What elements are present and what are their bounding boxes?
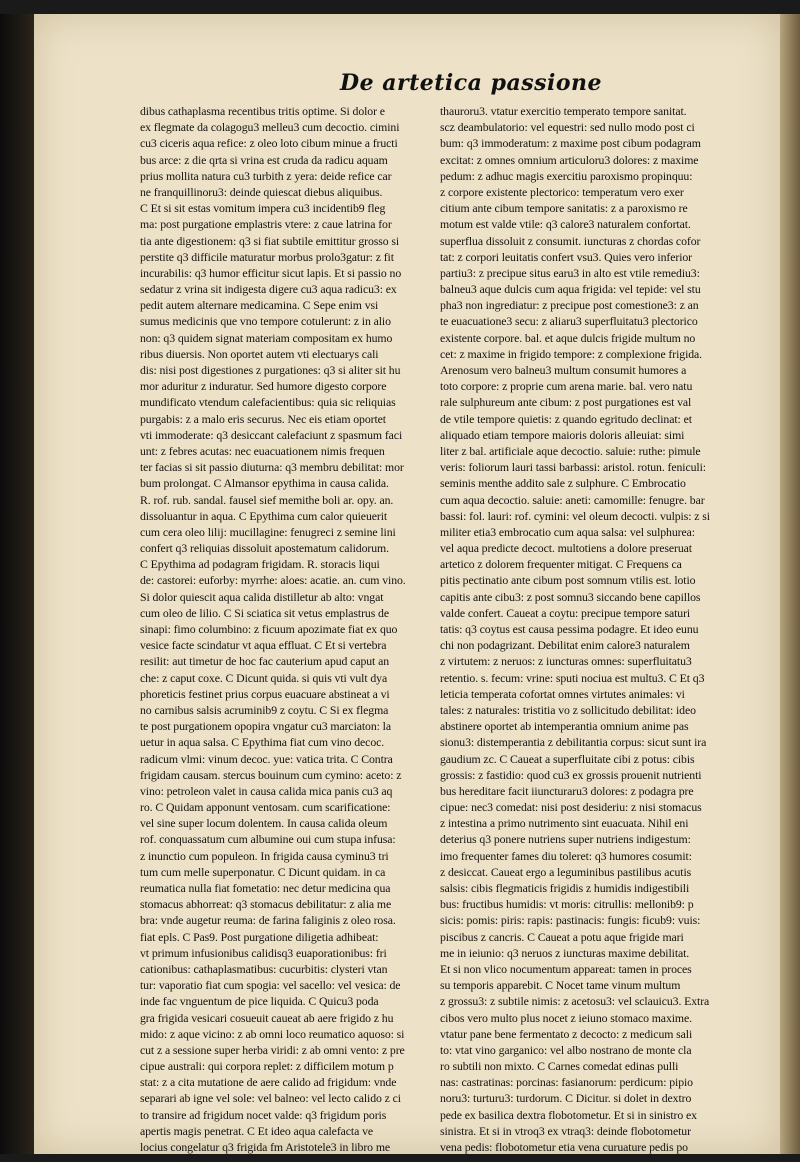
text-line: z corpore existente plectorico: temperatum vero exer <box>440 184 684 199</box>
text-line: ter facias si sit passio diuturna: q3 membru debilitat: mor <box>140 460 404 475</box>
text-line: nas: castratinas: porcinas: fasianorum: perdicum: pipio <box>440 1075 693 1090</box>
text-line: aliquado etiam tempore maioris doloris alleuiat: simi <box>440 427 685 442</box>
text-line: bus arce: z die qrta si vrina est cruda da radicu aquam <box>140 152 388 167</box>
text-line: Arenosum vero balneu3 multum consumit humores a <box>440 363 687 377</box>
text-line: cet: z maxime in frigido tempore: z complexione frigida. <box>440 346 703 361</box>
text-line: incurabilis: q3 humor efficitur sicut lapis. Et si passio no <box>140 265 402 280</box>
text-line: resilit: aut timetur de hoc fac cauterium apud caput an <box>140 654 390 669</box>
text-line: purgabis: z a malo eris securus. Nec eis etiam oportet <box>140 411 386 426</box>
text-line: capitis ante cibu3: z post somnu3 siccando bene capillos <box>440 589 701 604</box>
text-line: rof. conquassatum cum albumine oui cum stupa infusa: <box>140 832 396 847</box>
text-line: vt primum infusionibus calidisq3 euaporationibus: fri <box>140 945 387 960</box>
text-line: vesice facte scindatur vt aqua effluat. C Et si vertebra <box>140 638 387 653</box>
text-line: su temporis apparebit. C Nocet tame vinum multum <box>440 978 681 993</box>
text-line: dis: nisi post digestiones z purgationes: q3 si aliter sit hu <box>140 363 401 377</box>
text-line: C Epythima ad podagram frigidam. R. storacis liqui <box>140 557 380 572</box>
text-line: z desiccat. Caueat ergo a leguminibus pastilibus acutis <box>440 864 692 879</box>
text-line: pedit autem alternare medicamina. C Sepe enim vsi <box>140 298 379 313</box>
text-line: bum: q3 immoderatum: z maxime post cibum podagram <box>440 136 701 151</box>
text-line: deterius q3 ponere nutriens super nutriens indigestum: <box>440 832 691 847</box>
text-line: dissoluantur in aqua. C Epythima cum calor quieuerit <box>140 508 388 523</box>
text-line: mido: z aque vicino: z ab omni loco reumatico aquoso: si <box>140 1026 405 1041</box>
text-line: noru3: turturu3: turdorum. C Dicitur. si dolet in dextro <box>440 1091 692 1106</box>
text-line: leticia temperata cofortat omnes virtutes animales: vi <box>440 686 685 701</box>
text-line: vena pedis: flobotometur etia vena curuature pedis po <box>440 1140 688 1154</box>
text-line: Et si non vlico nocumentum appareat: tamen in proces <box>440 961 692 976</box>
text-line: cationibus: cathaplasmatibus: cucurbitis: clysteri vtan <box>140 961 388 976</box>
text-line: rale sulphureum ante cibum: z post purgationes est val <box>440 395 692 410</box>
text-line: sumus medicinis que vno tempore cotulerunt: z in alio <box>140 314 391 329</box>
text-line: liter z bal. artificiale aque decoctio. saluie: ruthe: pimule <box>440 443 701 458</box>
text-line: seminis menthe addito sale z sulphure. C Embrocatio <box>440 476 686 491</box>
text-line: motum est valde vtile: q3 calore3 naturalem confortat. <box>440 217 691 232</box>
text-line: stat: z a cita mutatione de aere calido ad frigidum: vnde <box>140 1075 397 1090</box>
text-line: reumatica nulla fiat fometatio: nec detur medicina qua <box>140 881 391 895</box>
text-line: sionu3: distemperantia z debilitantia corpus: sicut sunt ira <box>440 735 707 750</box>
text-line: te euacuatione3 secu: z aliaru3 superfluitatu3 plectorico <box>440 314 698 329</box>
text-line: stomacus abhorreat: q3 stomacus debilitatur: z alia me <box>140 897 392 912</box>
scan-dark-margin <box>0 14 34 1154</box>
text-line: ne franquillinoru3: deinde quiescat diebus aliquibus. <box>140 184 383 199</box>
left-text-column <box>140 103 418 1155</box>
text-line: bus hereditare facit iiuncturaru3 dolores: z podagra pre <box>440 783 694 798</box>
text-line: cum cera oleo lilij: mucillagine: fenugreci z semine lini <box>140 524 396 539</box>
text-line: dibus cathaplasma recentibus tritis optime. Si dolor e <box>140 104 385 118</box>
text-line: to transire ad frigidum nocet valde: q3 frigidum poris <box>140 1107 387 1122</box>
text-line: uetur in aqua salsa. C Epythima fiat cum vino decoc. <box>140 735 385 750</box>
text-line: thauroru3. vtatur exercitio temperato tempore sanitat. <box>440 104 687 118</box>
running-head: De artetica passione <box>340 70 603 96</box>
text-line: perstite q3 difficile maturatur morbus prolo3gatur: z fit <box>140 249 394 264</box>
text-line: bra: vnde augetur reuma: de farina faliginis z oleo rosa. <box>140 913 396 928</box>
text-line: tum cum melle superponatur. C Dicunt quidam. in ca <box>140 864 386 879</box>
text-line: confert q3 reliquias dissoluit apostematum calidorum. <box>140 541 389 556</box>
text-line: cum aqua decoctio. saluie: aneti: camomille: fenugre. bar <box>440 492 705 507</box>
text-line: locius congelatur q3 frigida fm Aristotele3 in libro me <box>140 1140 391 1154</box>
text-line: ribus diuersis. Non oportet autem vti electuarys cali <box>140 346 379 361</box>
text-line: to: vtat vino garganico: vel albo nostrano de monte cla <box>440 1042 692 1057</box>
text-line: vti immoderate: q3 desiccant calefaciunt z spasmum faci <box>140 427 403 442</box>
text-line: pha3 non ingrediatur: z precipue post comestione3: z an <box>440 298 699 313</box>
text-line: abstinere oportet ab intemperantia omnium anime pas <box>440 719 689 734</box>
text-line: C Et si sit estas vomitum impera cu3 incidentib9 fleg <box>140 201 386 216</box>
text-line: retentio. s. fecum: vrine: sputi nociua est multu3. C Et q3 <box>440 670 705 685</box>
text-line: tat: z corpori leuitatis confert vsu3. Quies vero inferior <box>440 249 693 264</box>
text-line: grossis: z fastidio: quod cu3 ex grossis prouenit nutrienti <box>440 767 702 782</box>
text-line: ma: post purgatione emplastris vtere: z caue latrina for <box>140 217 392 232</box>
text-line: vel sine super locum dolentem. In causa calida oleum <box>140 816 388 831</box>
text-line: che: z caput coxe. C Dicunt quida. si quis vti vult dya <box>140 670 388 685</box>
text-line: gaudium zc. C Caueat a superfluitate cibi z potus: cibis <box>440 751 695 766</box>
text-line: superflua dissoluit z consumit. iuncturas z chordas cofor <box>440 233 701 248</box>
text-line: z inunctio cum populeon. In frigida causa cyminu3 tri <box>140 848 389 863</box>
text-line: ro. C Quidam apponunt ventosam. cum scarificatione: <box>140 800 391 815</box>
text-line: ex flegmate da colagogu3 melleu3 cum decoctio. cimini <box>140 120 400 135</box>
text-line: vtatur pane bene fermentato z decocto: z medicum sali <box>440 1026 693 1041</box>
text-line: tia ante digestionem: q3 si fiat subtile emittitur grosso si <box>140 233 400 248</box>
text-line: citium ante cibum tempore sanitatis: z a paroxismo re <box>440 201 688 216</box>
text-line: bus: fructibus humidis: vt moris: citrullis: mellonib9: p <box>440 897 694 912</box>
text-line: Si dolor quiescit aqua calida distilletur ab alto: vngat <box>140 589 384 604</box>
text-line: frigidam causam. stercus bouinum cum cymino: aceto: z <box>140 767 402 782</box>
text-line: mor aduritur z induratur. Sed humore digesto corpore <box>140 379 387 394</box>
text-line: cipue: nec3 comedat: nisi post desideriu: z nisi stomacus <box>440 800 702 815</box>
text-line: gra frigida vesicari cosueuit caueat ab aere frigido z hu <box>140 1010 394 1025</box>
text-line: sinapi: fimo columbino: z ficuum apozimate fiat ex quo <box>140 622 398 636</box>
text-line: ro subtili non mixto. C Carnes comedat edinas pulli <box>440 1059 679 1074</box>
text-line: cut z a sessione super herba viridi: z ab omni vento: z pre <box>140 1042 405 1057</box>
text-line: apertis magis penetrat. C Et ideo aqua calefacta ve <box>140 1123 374 1138</box>
text-line: toto corpore: z proprie cum arena marie. bal. vero natu <box>440 379 693 394</box>
text-line: me in ieiunio: q3 neruos z iuncturas maxime debilitat. <box>440 945 690 960</box>
text-line: imo frequenter fames diu toleret: q3 humores cosumit: <box>440 848 692 863</box>
text-line: bum prolongat. C Almansor epythima in causa calida. <box>140 476 389 491</box>
text-line: R. rof. rub. sandal. fausel sief memithe boli ar. opy. an. <box>140 492 394 507</box>
text-line: inde fac vnguentum de pice liquida. C Quicu3 poda <box>140 994 379 1009</box>
text-line: salsis: cibis flegmaticis frigidis z humidis indigestibili <box>440 881 690 895</box>
text-line: vel aqua predicte decoct. multotiens a dolore preseruat <box>440 541 692 556</box>
text-line: de vtile tempore quietis: z quando egritudo declinat: et <box>440 411 692 426</box>
text-line: veris: foliorum lauri tassi barbassi: aristol. rotun. feniculi: <box>440 460 706 475</box>
text-line: cu3 ciceris aqua refice: z oleo loto cibum minue a fructi <box>140 136 398 151</box>
book-gutter <box>780 14 800 1154</box>
text-line: sedatur z vrina sit indigesta digere cu3 aqua radicu3: ex <box>140 282 397 297</box>
text-line: excitat: z omnes omnium articuloru3 dolores: z maxime <box>440 152 699 167</box>
text-line: cibos vero multo plus nocet z ieiuno stomaco maxime. <box>440 1010 692 1025</box>
text-line: pitis pectinatio ante cibum post somnum vtilis est. lotio <box>440 573 696 588</box>
text-line: chi non podagrizant. Debilitat enim calore3 naturalem <box>440 638 690 653</box>
text-line: sicis: pomis: piris: rapis: pastinacis: fungis: ficub9: vuis: <box>440 913 701 928</box>
text-line: pedum: z adhuc magis exercitiu paroxismo propinquu: <box>440 168 693 183</box>
text-line: artetico z dolorem frequenter mitigat. C Frequens ca <box>440 557 682 572</box>
text-line: existente corpore. bal. et aque dulcis frigide multum no <box>440 330 696 345</box>
text-line: vino: petroleon valet in causa calida mica panis cu3 aq <box>140 783 393 798</box>
right-text-column <box>440 103 718 1155</box>
text-line: tatis: q3 coytus est causa pessima podagre. Et ideo eunu <box>440 622 699 636</box>
text-line: cum oleo de lilio. C Si sciatica sit vetus emplastrus de <box>140 605 389 620</box>
text-line: pede ex basilica dextra flobotometur. Et si in sinistro ex <box>440 1107 697 1122</box>
text-line: radicum vlmi: vinum decoc. yue: vatica trita. C Contra <box>140 751 393 766</box>
text-line: piscibus z cancris. C Caueat a potu aque frigide mari <box>440 929 684 944</box>
text-line: sinistra. Et si in vtroq3 ex vtraq3: deinde flobotometur <box>440 1123 691 1138</box>
text-line: fiat epls. C Pas9. Post purgatione diligetia adhibeat: <box>140 929 379 944</box>
text-line: te post purgationem opopira vngatur cu3 marciaton: la <box>140 719 391 734</box>
text-line: unt: z febres acutas: nec euacuationem nimis frequen <box>140 443 385 458</box>
text-line: z virtutem: z neruos: z iuncturas omnes: superfluitatu3 <box>440 654 692 669</box>
text-line: valde confert. Caueat a coytu: precipue tempore saturi <box>440 605 691 620</box>
text-line: balneu3 aque dulcis cum aqua frigida: vel tepide: vel stu <box>440 282 701 297</box>
text-line: phoreticis festinet prius corpus euacuare abstineat a vi <box>140 686 390 701</box>
text-line: tur: vaporatio fiat cum spogia: vel sacello: vel vesica: de <box>140 978 401 993</box>
text-line: mundificato vtendum calefacientibus: quia sic reliquias <box>140 395 396 410</box>
text-line: z grossu3: z subtile nimis: z acetosu3: vel sclauicu3. Extra <box>440 994 710 1009</box>
text-line: no carnibus salsis acruminib9 z coytu. C Si ex flegma <box>140 702 389 717</box>
text-line: scz deambulatorio: vel equestri: sed nullo modo post ci <box>440 120 695 135</box>
text-line: tales: z naturales: tristitia vo z sollicitudo debilitat: ideo <box>440 702 696 717</box>
text-line: partiu3: z precipue situs earu3 in alto est vtile remediu3: <box>440 265 700 280</box>
text-line: non: q3 quidem signat materiam compositam ex humo <box>140 330 393 345</box>
text-line: cipue australi: qui corpora replet: z difficilem motum p <box>140 1059 394 1074</box>
text-line: bassi: fol. lauri: rof. cymini: vel oleum decocti. vulpis: z si <box>440 508 710 523</box>
text-line: z intestina a primo nutrimento sint euacuata. Nihil eni <box>440 816 689 831</box>
text-line: prius mollita natura cu3 turbith z yera: deide refice car <box>140 168 392 183</box>
text-line: separari ab igne vel sole: vel balneo: vel lecto calido z ci <box>140 1091 401 1106</box>
text-line: de: castorei: euforby: myrrhe: aloes: acatie. an. cum vino. <box>140 573 406 588</box>
text-line: militer etia3 embrocatio cum aqua salsa: vel sulphurea: <box>440 524 695 539</box>
